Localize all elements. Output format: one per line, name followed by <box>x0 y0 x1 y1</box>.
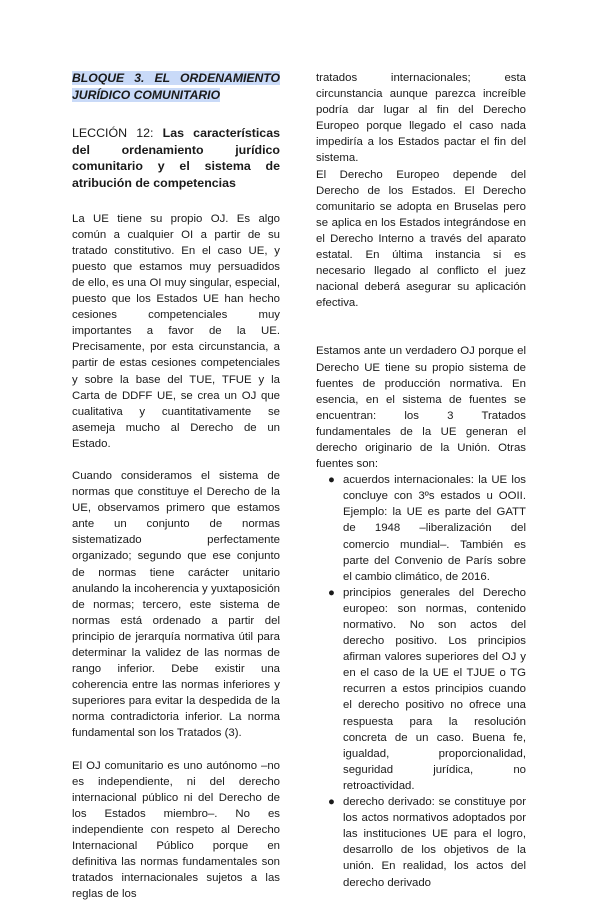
list-item <box>316 794 526 891</box>
bullet-icon: ● <box>328 586 335 599</box>
lesson-title: Las características del ordenamiento jurídico comunitario y el sistema de atribución de competencias <box>72 126 280 190</box>
lesson-number: LECCIÓN 12: <box>72 126 163 141</box>
block-heading: BLOQUE 3. EL ORDENAMIENTO JURÍDICO COMUNITARIO <box>72 71 280 103</box>
bullet-icon: ● <box>328 796 335 809</box>
left-column <box>72 70 280 902</box>
list-item-text: derecho derivado: se constituye por los actos normativos adoptados por las instituciones UE para el logro, desarrollo de los objetivos de la unión. En realidad, los actos del derecho derivado <box>343 796 526 889</box>
paragraph: tratados internacionales; esta circunstancia aunque parezca increíble podría dar lugar al fin del Derecho Europeo porque llegado el caso nada impediría a los Estados pactar el fin del sistema. <box>316 72 526 165</box>
list-item-text: principios generales del Derecho europeo: son normas, contenido normativo. No son actos del derecho positivo. Los principios afirman valores superiores del OJ y en el caso de la UE el TJUE o TG recurren a estos principios cuando el derecho positivo no ofrece una respuesta para la resolución concreta de un caso. Buena fe, igualdad, proporcionalidad, seguridad jurídica, no retroactividad. <box>343 586 526 792</box>
block-heading-wrap <box>72 70 280 104</box>
paragraph: Estamos ante un verdadero OJ porque el Derecho UE tiene su propio sistema de fuentes de producción normativa. En esencia, en el sistema de fuentes se encuentran: los 3 Tratados fundamentales de la UE generan el derecho originario de la Unión. Otras fuentes son: <box>316 345 526 471</box>
bullet-icon: ● <box>328 474 335 487</box>
right-column <box>316 70 526 891</box>
sources-list <box>316 472 526 890</box>
list-item-text: acuerdos internacionales: la UE los concluye con 3ºs estados u OOII. Ejemplo: la UE es parte del GATT de 1948 –liberalización del comercio mundial–. También es parte del Convenio de París sobre el cambio climático, de 2016. <box>343 474 526 583</box>
paragraph: El OJ comunitario es uno autónomo –no es independiente, ni del derecho internacional público ni del Derecho de los Estados miembro–. No es independiente con respeto al Derecho Internacional Público porque en definitiva las normas fundamentales son tratados internacionales sujetos a las reglas de los <box>72 759 280 901</box>
paragraph: La UE tiene su propio OJ. Es algo común a cualquier OI a partir de su tratado constitutivo. En el caso UE, y puesto que estamos muy persuadidos de ello, es una OI muy singular, especial, puesto que los Estados UE han hecho cesiones competenciales muy importantes a favor de la UE. Precisamente, por esta circunstancia, a partir de estas cesiones competenciales y sobre la base del TUE, TFUE y la Carta de DDFF UE, se crea un OJ que cualitativa y cuantitativamente se asemeja mucho al Derecho de un Estado. <box>72 212 280 450</box>
paragraph: El Derecho Europeo depende del Derecho de los Estados. El Derecho comunitario se adopta en Bruselas pero se aplica en los Estados integrándose en el Derecho Interno a través del aparato estatal. En última instancia si es necesario llegado al conflicto el juez nacional deberá asegurar su aplicación efectiva. <box>316 168 526 310</box>
lesson-heading <box>72 125 280 191</box>
list-item <box>316 585 526 794</box>
spacer <box>316 327 526 343</box>
list-item <box>316 472 526 585</box>
paragraph: Cuando consideramos el sistema de normas que constituye el Derecho de la UE, observamos primero que estamos ante un conjunto de normas sistematizado perfectamente organizado; segundo que ese conjunto de normas tiene carácter unitario anulando la incoherencia y yuxtaposición de normas; tercero, este sistema de normas está ordenado a partir del principio de jerarquía normativa útil para determinar la validez de las normas de rango inferior. Debe existir una coherencia entre las normas inferiores y superiores para evitar la despedida de la norma contradictoria inferior. La norma fundamental son los Tratados (3). <box>72 469 280 740</box>
